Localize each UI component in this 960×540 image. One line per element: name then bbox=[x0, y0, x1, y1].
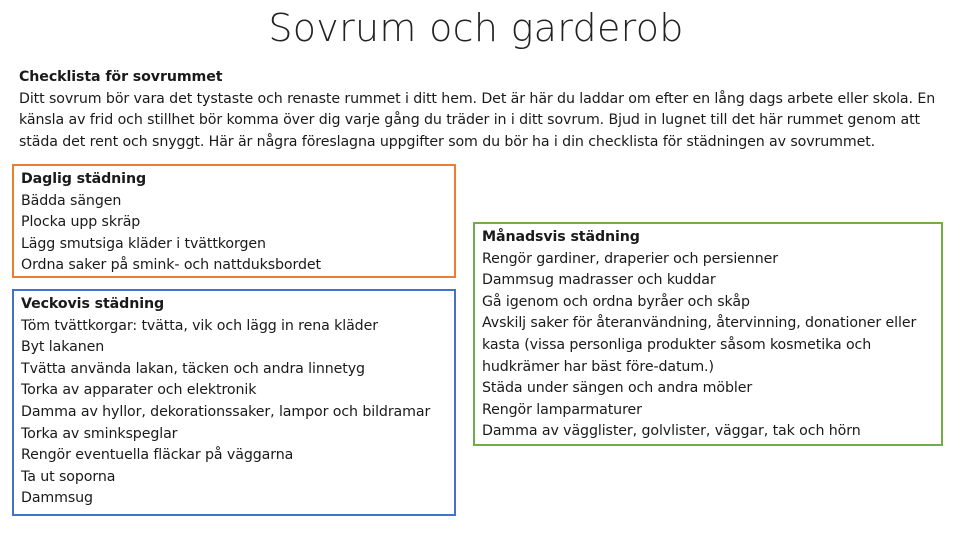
list-item: Städa under sängen och andra möbler bbox=[482, 380, 753, 397]
list-item: Bädda sängen bbox=[21, 192, 122, 209]
list-item: Rengör lamparmaturer bbox=[482, 401, 642, 418]
list-item: Torka av apparater och elektronik bbox=[21, 382, 257, 399]
list-item: Tvätta använda lakan, täcken och andra linnetyg bbox=[21, 360, 365, 377]
monthly-cleaning-box bbox=[473, 222, 943, 446]
list-item: Dammsug bbox=[21, 490, 93, 507]
daily-cleaning-box bbox=[12, 164, 456, 278]
weekly-list bbox=[21, 316, 454, 510]
daily-list bbox=[21, 191, 454, 277]
list-item: Dammsug madrasser och kuddar bbox=[482, 272, 716, 289]
list-item: Torka av sminkspeglar bbox=[21, 425, 178, 442]
list-item: Rengör gardiner, draperier och persienner bbox=[482, 250, 778, 267]
daily-heading: Daglig städning bbox=[21, 171, 147, 187]
list-item: Damma av hyllor, dekorationssaker, lampor och bildramar bbox=[21, 403, 431, 420]
page-title: Sovrum och garderob bbox=[268, 6, 684, 50]
intro-text: Ditt sovrum bör vara det tystaste och renaste rummet i ditt hem. Det är här du laddar om efter en lång dags arbete eller skola. En känsla av frid och stillhet bör komma över dig varje gång du träder in i ditt sovrum. Bjud in lugnet till det här rummet genom att städa det rent och snyggt. Här är några föreslagna uppgifter som du bör ha i din checklista för städningen av sovrummet. bbox=[19, 90, 936, 150]
weekly-heading: Veckovis städning bbox=[21, 296, 165, 312]
list-item: Ta ut soporna bbox=[21, 468, 116, 485]
list-item: Lägg smutsiga kläder i tvättkorgen bbox=[21, 235, 266, 252]
list-item: Gå igenom och ordna byråer och skåp bbox=[482, 293, 750, 310]
list-item: Byt lakanen bbox=[21, 339, 105, 356]
list-item: Rengör eventuella fläckar på väggarna bbox=[21, 447, 294, 464]
list-item: Plocka upp skräp bbox=[21, 214, 141, 231]
monthly-heading: Månadsvis städning bbox=[482, 229, 640, 245]
monthly-list bbox=[482, 249, 941, 443]
intro-section bbox=[19, 67, 954, 153]
list-item: Avskilj saker för återanvändning, återvinning, donationer eller kasta (vissa personliga produkter såsom kosmetika och hudkrämer har bäst före-datum.) bbox=[482, 315, 917, 375]
list-item: Töm tvättkorgar: tvätta, vik och lägg in rena kläder bbox=[21, 317, 378, 334]
intro-heading: Checklista för sovrummet bbox=[19, 69, 223, 85]
list-item: Damma av vägglister, golvlister, väggar, tak och hörn bbox=[482, 423, 861, 440]
weekly-cleaning-box bbox=[12, 289, 456, 516]
list-item: Ordna saker på smink- och nattduksbordet bbox=[21, 257, 321, 274]
